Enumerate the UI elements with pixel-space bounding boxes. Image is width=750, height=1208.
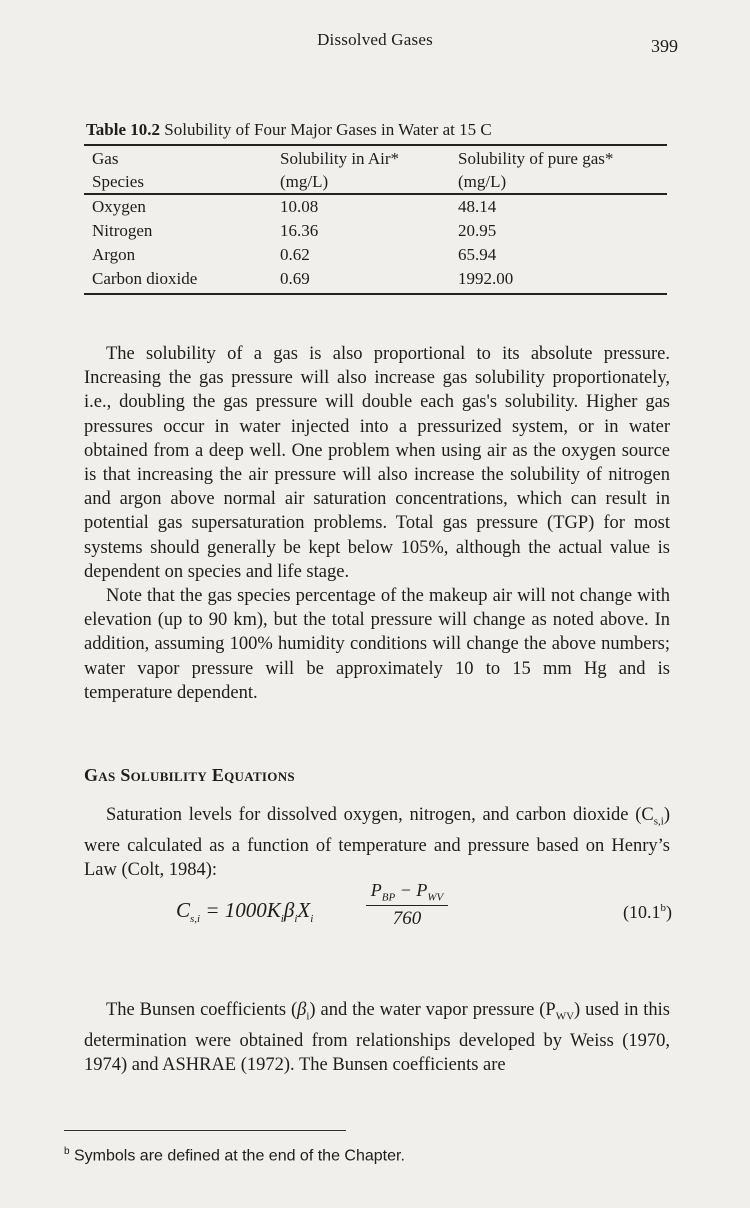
subscript: i (294, 913, 298, 926)
table-caption (84, 120, 667, 140)
table-row (84, 194, 667, 219)
header-solubility-pure: Solubility of pure gas* (450, 145, 667, 171)
subscript: BP (381, 891, 396, 904)
table-row (84, 267, 667, 294)
symbol-p: P (416, 880, 428, 900)
solubility-pure: 48.14 (458, 197, 497, 216)
header-gas: Gas (84, 145, 272, 171)
eq-num-text: (10.1 (623, 902, 661, 922)
subscript: s,i (653, 815, 664, 828)
pressure-fraction (366, 880, 448, 930)
solubility-table (84, 144, 667, 295)
subscript: s,i (190, 913, 201, 926)
table-caption-text: Solubility of Four Major Gases in Water at 15 C (164, 120, 492, 139)
gas-name: Oxygen (92, 197, 146, 216)
fraction-numerator (366, 880, 448, 906)
footnote-divider (64, 1130, 346, 1131)
table-row (84, 243, 667, 267)
text-run: Saturation levels for dissolved oxygen, nitrogen, and carbon dioxide (C (106, 805, 654, 825)
solubility-air: 0.69 (272, 267, 450, 294)
paragraph-elevation: Note that the gas species percentage of the makeup air will not change with elevation (up to 90 km), but the total pressure will change as noted above. In addition, assuming 100% humidity conditions will change the above numbers; water vapor pressure will be approximately 10 to 15 mm Hg and is temperature dependent. (84, 586, 670, 703)
subscript: i (280, 913, 284, 926)
table-header-row (84, 145, 667, 171)
symbol-k: K (266, 898, 281, 922)
text-run: ) used in this determination were obtained from relationships developed by Weiss (1970, 1974) and ASHRAE (1972). The Bunsen coefficients are (84, 1000, 670, 1076)
text-run: ) were calculated as a function of temperature and pressure based on Henry’s Law (Colt, 1984): (84, 805, 670, 881)
table-header-row (84, 171, 667, 194)
fraction-denominator: 760 (392, 907, 422, 929)
equation-number (623, 902, 672, 923)
symbol-p: P (370, 880, 382, 900)
solubility-pure: 65.94 (458, 245, 497, 264)
henry-law-equation (176, 880, 676, 960)
table-label: Table 10.2 (86, 120, 161, 139)
eq-num-close: ) (666, 902, 672, 922)
subscript: i (310, 913, 314, 926)
paragraph-pressure: The solubility of a gas is also proportional to its absolute pressure. Increasing the gas pressure will also increase gas solubility proportionately, i.e., doubling the gas pressure will double each gas's solubility. Higher gas pressures occur in water injected into a pressurized system, or in water obtained from a deep well. One problem when using air as the oxygen source is that increasing the air pressure will also increase the solubility of nitrogen and argon above normal air saturation concentrations, which can result in potential gas supersaturation problems. Total gas pressure (TGP) for most systems should generally be kept below 105%, although the actual value is dependent on species and life stage. (84, 344, 670, 582)
equation-lhs (176, 898, 313, 925)
footnote-text: Symbols are defined at the end of the Chapter. (69, 1147, 405, 1165)
equals-1000: = 1000 (200, 898, 267, 922)
header-species: Species (84, 171, 272, 194)
symbol-c: C (176, 898, 191, 922)
symbol-beta: β (297, 1000, 307, 1020)
table-row (84, 219, 667, 243)
body-text-upper (84, 342, 670, 705)
symbol-x: X (297, 898, 311, 922)
subscript: WV (555, 1010, 575, 1023)
solubility-air: 10.08 (280, 197, 319, 216)
solubility-air: 0.62 (280, 245, 310, 264)
gas-name: Nitrogen (92, 221, 153, 240)
text-run: The Bunsen coefficients ( (106, 1000, 298, 1020)
solubility-pure: 1992.00 (450, 267, 667, 294)
symbol-beta: β (283, 898, 295, 922)
footnote-marker: b (64, 1146, 70, 1157)
solubility-table-block (84, 120, 667, 295)
header-unit-pure: (mg/L) (450, 171, 667, 194)
subscript: i (306, 1010, 310, 1023)
solubility-pure: 20.95 (458, 221, 497, 240)
body-text-bunsen (84, 998, 670, 1077)
paragraph-bunsen (84, 998, 670, 1077)
gas-name: Carbon dioxide (84, 267, 272, 294)
section-heading: Gas Solubility Equations (84, 765, 295, 785)
body-text-henry (84, 803, 670, 882)
running-title: Dissolved Gases (317, 30, 433, 49)
eq-num-sup: b (660, 902, 666, 914)
footnote (64, 1146, 405, 1165)
minus-sign: − (395, 880, 417, 900)
header-solubility-air: Solubility in Air* (272, 145, 450, 171)
text-run: ) and the water vapor pressure (P (309, 1000, 556, 1020)
page-number: 399 (651, 36, 678, 56)
gas-name: Argon (92, 245, 136, 264)
subscript: WV (427, 891, 444, 904)
solubility-air: 16.36 (280, 221, 319, 240)
paragraph-saturation (84, 803, 670, 882)
header-unit-air: (mg/L) (272, 171, 450, 194)
